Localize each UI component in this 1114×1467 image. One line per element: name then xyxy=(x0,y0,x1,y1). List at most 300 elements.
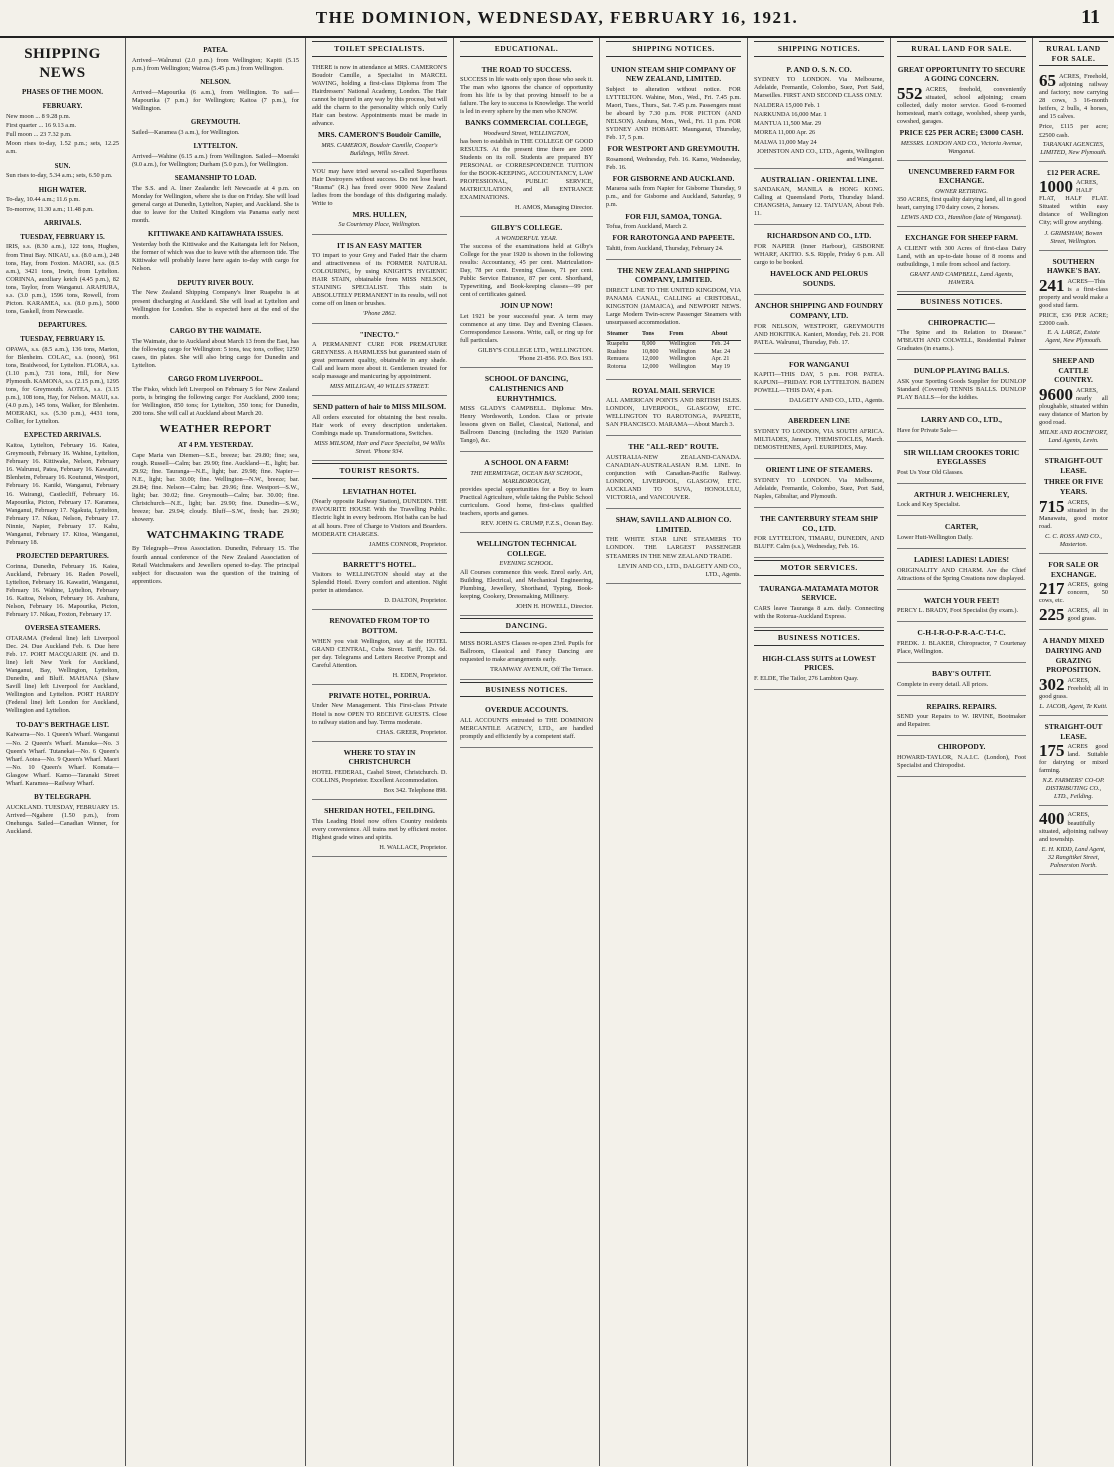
ad-body: ACRES good land. Suitable for dairying or mixed farming. xyxy=(1039,743,1108,775)
high-water-line: To-morrow, 11.30 a.m.; 11.48 p.m. xyxy=(6,205,94,213)
ad-title: HAVELOCK AND PELORUS SOUNDS. xyxy=(770,269,868,288)
advertisement xyxy=(754,297,884,353)
expected-arrivals-heading: EXPECTED ARRIVALS. xyxy=(24,431,101,440)
ad-body: WHEN you visit Wellington, stay at the HOTEL GRAND CENTRAL, Cuba Street. Tariff, 12s. 6d. per day. Telegrams and Letters Receive Prompt and Careful Attention. xyxy=(312,637,447,669)
table-row xyxy=(606,349,741,357)
table-cell: 12,000 xyxy=(641,363,659,370)
ad-signature: TRAMWAY AVENUE, Off The Terrace. xyxy=(490,666,593,674)
ad-title: SIR WILLIAM CROOKES TORIC EYEGLASSES xyxy=(903,447,1020,467)
ad-signature: LEWIS AND CO., Hamilton (late of Wanganui). xyxy=(901,214,1022,222)
ad-body: ACRES, Freehold, adjoining railway and factory; now carrying 28 cows, 3 16-month heifers, 2 bulls, 4 horses, and 15 calves. xyxy=(1039,73,1108,121)
ad-body: FREDK. J. BLAKER, Chiropractor, 7 Courtenay Place, Wellington. xyxy=(897,640,1026,656)
departures-heading: DEPARTURES. xyxy=(38,320,87,329)
table-row xyxy=(606,364,741,372)
expected-arrivals-text: Kaitoa, Lyttelton, February 16. Kaiea, Greymouth, February 16. Wahine, Lyttelton, February 16. Kittiwake, Nelson, February 16. Walrunui, Patea, February 16. Kawatiri, Blenheim, February 16. Koutunui, Westport, February 16. Kaniki, Wanganui, February 16. Wairangi, Castlecliff, February 16. Mapourika, Picton, February 17. Karamea, Wanganui, February 17. Ngakuta, Lyttelton, February 17. Nikau, Nelson, February 17. Ninnie, Napier, February 17. Kahu, Wanganui, February 17. Kitoa, Wanganui, February 18. xyxy=(6,442,119,546)
ad-title: FOR SALE OR EXCHANGE. xyxy=(1048,559,1099,579)
masthead xyxy=(0,0,1114,38)
ad-title: ORIENT LINE OF STEAMERS. xyxy=(765,465,873,475)
ad-title: MRS. HULLEN, xyxy=(352,209,407,219)
ad-body: Lock and Key Specialist. xyxy=(897,501,961,509)
ad-title: UNION STEAM SHIP COMPANY OF NEW ZEALAND, LIMITED. xyxy=(610,64,736,84)
arrivals-heading: ARRIVALS. xyxy=(43,218,82,227)
ad-body: HOWARD-TAYLOR, N.A.I.C. (London), Foot Specialist and Chiropodist. xyxy=(897,754,1026,770)
ship-listing: MALWA 11,000 May 24 xyxy=(754,138,817,146)
advertisement xyxy=(1039,632,1108,716)
nelson-text: Arrived—Mapourika (6 a.m.), from Wellington. To sail—Mapourika (7 p.m.) for Wellington; Kaitoa (7 p.m.), for Wellington. xyxy=(132,89,299,113)
ad-body: The success of the examinations held at Gilby's College for the year 1920 is shown in the following results: Accountancy, 45 per cent. Matriculation-Day, 78 per cent. Evening Classes, 71 per cent. Public Service Entrance, 87 per cent. Shorthand, Typewriting, and Book-keeping classes—99 per cent of certificates gained. xyxy=(460,243,593,299)
ad-body: SYDNEY TO LONDON. Via Melbourne, Adelaide, Fremantle, Colombo, Suez, Port Said, Naples, Gibraltar, and Plymouth. xyxy=(754,476,884,500)
projected-departures-text: Corinna, Dunedin, February 16. Kaiea, Auckland, February 16. Raden Powell, Lyttelton, February 16. Kawatiri, Wanganui, February 16. Wahine, Lyttelton, February 16. Kaitoa, Nelson, February 16. Arahura, Nelson, February 16. Mapourika, Picton, February 17. Nikau, Foxton, February 17. xyxy=(6,562,119,619)
ad-body: ACRES, beautifully situated, adjoining railway and township. xyxy=(1039,811,1108,843)
ad-body: (Nearly opposite Railway Station), DUNEDIN. THE FAVOURITE HOUSE With the Travelling Public. Electric light in every bedroom. Hot baths can be had at all hours. Free of Charge to Visitors and Boarders. MODERATE CHARGES. xyxy=(312,498,447,538)
section-heading: DANCING. xyxy=(460,618,593,634)
column-header: Tons xyxy=(641,330,668,340)
watchmaking-text: By Telegraph—Press Association. Dunedin, February 15. The fourth annual conference of the New Zealand Association of Retail Watchmakers and Jewellers opened to-day. The principal subject for discussion was the question of the training of apprentices. xyxy=(132,545,299,585)
ad-title: FOR WANGANUI xyxy=(788,359,850,369)
ad-body: SYDNEY TO LONDON, VIA SOUTH AFRICA. MILTIADES, January. THEMISTOCLES, March. DEMOSTHENES, April. EURIPIDES, May. xyxy=(754,428,884,452)
arrivals-date: TUESDAY, FEBRUARY 15. xyxy=(20,232,105,241)
ad-title: WELLINGTON TECHNICAL COLLEGE. xyxy=(476,539,577,558)
ad-signature: TARANAKI AGENCIES, LIMITED, New Plymouth. xyxy=(1040,140,1107,156)
ad-title: ARTHUR J. WEICHERLEY, xyxy=(913,489,1010,499)
section-heading: TOILET SPECIALISTS. xyxy=(312,41,447,57)
ad-signature: DALGETY AND CO., LTD., Agents. xyxy=(789,397,884,405)
acreage-number: 302 xyxy=(1039,674,1065,694)
ad-title: THE CANTERBURY STEAM SHIP CO., LTD. xyxy=(759,513,879,533)
patea-heading: PATEA. xyxy=(203,46,228,54)
advertisement xyxy=(312,165,447,235)
ad-signature: CHAS. GREER, Proprietor. xyxy=(376,728,447,736)
ad-body: Subject to alteration without notice. FOR LYTTELTON. Wahine, Mon., Wed., Fri. 7.45 p.m. Maori, Tues., Thurs., Sat. 7.45 p.m. Passengers must be aboard by 7.30 p.m. FOR PICTON (AND NELSON). Arahura, Mon., Wed., Fri. 11 p.m. FOR SYDNEY AND HOBART. Maunganui, Thursday, Feb. 17, 5 p.m. xyxy=(606,85,741,142)
sun-text: Sun rises to-day, 5.34 a.m.; sets, 6.50 p.m. xyxy=(6,172,113,180)
news-text: The S.S. and A. liner Zealandic left Newcastle at 4 p.m. on Monday for Wellington, where she is due on Friday. She will load general cargo at Dunedin, Lyttelton, Napier, and Auckland. She is due to leave for the United Kingdom via Panama early next month. xyxy=(132,185,299,225)
ad-signature: MISS MILLIGAN, 40 WILLIS STREET. xyxy=(329,383,430,391)
advertisement xyxy=(312,744,447,800)
ad-body: provides special opportunities for a Boy to learn Practical Agriculture, while taking the Public School curriculum. Good home, first-class qualified teachers, sports and games. xyxy=(460,486,593,518)
shipping-news-heading: SHIPPING NEWS xyxy=(24,46,101,82)
column-shipping-news xyxy=(0,38,126,1466)
ad-body: This Leading Hotel now offers Country residents every convenience. All trains met by efficient motor. Highest grade wines and spirits. xyxy=(312,817,447,841)
ad-subtitle: THREE OR FIVE YEARS. xyxy=(1043,477,1104,497)
ad-body: ALL AMERICAN POINTS AND BRITISH ISLES. LONDON, LIVERPOOL, GLASGOW, ETC. WELLINGTON TO RAROTONGA, PAPEETE, SAN FRANCISCO. MARAMA—About March 3. xyxy=(606,397,741,429)
ad-signature: H. EDEN, Proprietor. xyxy=(392,671,447,679)
ad-title: PRIVATE HOTEL, PORIRUA. xyxy=(328,690,431,700)
ad-signature: H. WALLACE, Proprietor. xyxy=(379,843,447,851)
column-rural-land xyxy=(891,38,1033,1466)
ad-title: GILBY'S COLLEGE. xyxy=(490,223,563,233)
ad-title: SCHOOL OF DANCING, CALISTHENICS AND EURHYTHMICS. xyxy=(484,374,569,403)
section-heading: TOURIST RESORTS. xyxy=(312,463,447,479)
ad-body: All orders executed for obtaining the best results. Hair work of every description undertaken. Combings made up. Transformations, Switches. xyxy=(312,413,447,438)
ad-title: STRAIGHT-OUT LEASE. xyxy=(1044,456,1103,475)
section-heading: BUSINESS NOTICES. xyxy=(754,630,884,646)
column-shipping-notices-2 xyxy=(748,38,891,1466)
ad-body: PERCY L. BRADY, Foot Specialist (by exam.). xyxy=(897,607,1019,615)
advertisement xyxy=(897,698,1026,737)
advertisement xyxy=(460,535,593,615)
ad-body: A PERMANENT CURE FOR PREMATURE GREYNESS. A HARMLESS but guaranteed stain of great permanent quality, obtainable in any shade. Call and learn more about it. Gentlemen treated for scalp massage and manicuring by appointment. xyxy=(312,341,447,381)
ad-body: Post Us Your Old Glasses. xyxy=(897,468,964,476)
column-header: About xyxy=(710,330,741,340)
section-heading: SHIPPING NOTICES. xyxy=(606,41,741,57)
advertisement xyxy=(754,61,884,169)
ad-body: DIRECT LINE TO THE UNITED KINGDOM, VIA PANAMA CANAL, CALLING at CRISTOBAL, KINGSTON (JAMAICA), and NEWPORT NEWS. Large Modern Twin-screw Passenger Steamers with unsurpassed accommodation. xyxy=(606,287,741,327)
advertisement xyxy=(606,382,741,437)
ad-body: Have for Private Sale— xyxy=(897,426,958,434)
ad-title: FOR GISBORNE AND AUCKLAND. xyxy=(612,173,735,183)
table-cell: Wellington xyxy=(669,356,696,363)
ad-signature: 'Phone 2862. xyxy=(362,310,397,318)
ad-signature: JOHNSTON AND CO., LTD., Agents, Wellington and Wanganui. xyxy=(756,147,884,163)
ad-title: SHERIDAN HOTEL, FEILDING. xyxy=(324,805,435,815)
advertisement xyxy=(754,580,884,628)
ad-title: MRS. CAMERON'S Boudoir Camille, xyxy=(318,129,441,139)
advertisement xyxy=(606,61,741,260)
sailing-schedule-table xyxy=(606,330,741,371)
ad-body: KAPITI—THIS DAY, 5 p.m. FOR PATEA. KAPUNI—FRIDAY. FOR LYTTELTON. BADEN POWELL—THIS DAY, 4 p.m. xyxy=(754,371,884,395)
advertisement xyxy=(312,483,447,554)
ad-signature: JOHN H. HOWELL, Director. xyxy=(515,602,593,610)
sun-heading: SUN. xyxy=(54,161,71,170)
ship-listing: NARKUNDA 16,000 Mar. 1 xyxy=(754,111,827,119)
table-cell: Rotorua xyxy=(607,363,627,370)
column-header: Steamer xyxy=(606,330,641,340)
advertisement xyxy=(897,163,1026,227)
ad-signature: JAMES CONNOR, Proprietor. xyxy=(368,540,447,548)
advertisement xyxy=(606,511,741,583)
table-cell: 12,000 xyxy=(641,356,659,363)
high-water-line: To-day, 10.44 a.m.; 11.6 p.m. xyxy=(6,196,80,204)
advertisement xyxy=(897,362,1026,409)
advertisement xyxy=(312,802,447,857)
advertisement xyxy=(897,551,1026,590)
table-cell: 10,800 xyxy=(641,348,659,355)
ad-body: MISS GLADYS CAMPBELL. Diploma: Mrs. Henry Wordsworth, London. Class or private lessons given on Ballet, Classical, National, and Ballroom Dancing (including the 1920 Parisian Tango), &c. xyxy=(460,405,593,445)
acreage-number: 9600 xyxy=(1039,384,1073,404)
advertisement xyxy=(1039,352,1108,450)
advertisement xyxy=(897,444,1026,484)
advertisement xyxy=(897,592,1026,623)
acreage-number: 217 xyxy=(1039,579,1065,599)
table-cell: Feb. 24 xyxy=(711,340,730,347)
ad-body: SANDAKAN, MANILA & HONG KONG. Calling at Queensland Ports, Thursday Island. CHANGSHA, January 12. TAIYUAN, About Feb. 11. xyxy=(754,186,884,218)
greymouth-heading: GREYMOUTH. xyxy=(190,118,241,127)
ad-title: SEND pattern of hair to MISS MILSOM. xyxy=(313,402,446,412)
weather-report-heading: WEATHER REPORT xyxy=(159,422,272,435)
ad-title: ABERDEEN LINE xyxy=(788,416,850,426)
moon-heading: PHASES OF THE MOON. xyxy=(22,88,103,97)
news-heading: DEPUTY RIVER BOUY. xyxy=(177,278,254,287)
ad-body: THERE is now in attendance at MRS. CAMERON'S Boudoir Camille, a Specialist in MARCEL WAVING, holding a first-class Diploma from The Hairdressers' National Academy, London. The Hair cannot be injured in any way by this process, but will add the charm to the personality which only Curly Hair can bestow. Appointments must be made in advance. xyxy=(312,63,447,127)
ad-title: BABY'S OUTFIT. xyxy=(931,669,992,679)
advertisement xyxy=(312,612,447,684)
ad-body: ACRES, nearly all ploughable, situated within easy distance of Marton by good road. xyxy=(1039,386,1108,427)
ad-title: BARRETT'S HOTEL. xyxy=(343,559,416,569)
advertisement xyxy=(606,438,741,509)
ad-body: Under New Management. This First-class Private Hotel is now OPEN TO RECEIVE GUESTS. Close to railway station and bay. Terms moderate. xyxy=(312,702,447,726)
ad-body: YOU may have tried several so-called Superfluous Hair Destroyers without success. Do not lose heart. "Rusma" (R.) has freed over 9000 New Zealand ladies from the bondage of this disfiguring malady. Write to xyxy=(312,167,447,207)
ad-title: DUNLOP PLAYING BALLS. xyxy=(913,366,1010,376)
advertisement xyxy=(606,262,741,380)
ad-body: "The Spine and its Relation to Disease." M'BEATH AND COLWELL, Residential Palmer Graduates (in exams.). xyxy=(897,329,1026,353)
ad-title: FOR RAROTONGA AND PAPEETE. xyxy=(612,233,735,243)
ad-subtitle: Woodward Street, WELLINGTON, xyxy=(483,130,570,138)
ship-listing: NALDERA 15,000 Feb. 1 xyxy=(754,102,820,110)
ad-body: SYDNEY TO LONDON. Via Melbourne, Adelaide, Fremantle, Colombo, Suez, Port Said, Marseilles. FIRST AND SECOND CLASS ONLY. xyxy=(754,76,884,100)
section-heading: BUSINESS NOTICES. xyxy=(460,682,593,698)
ad-title: C-H-I-R-O-P-R-A-C-T-I-C. xyxy=(917,628,1006,638)
news-text: Yesterday both the Kittiwake and the Kaitangata left for Nelson, the former of which was due to leave with the afternoon tide. The Kittiwake will probably leave here again to-day with cargo for Nelson. xyxy=(132,241,299,273)
table-cell: 8,000 xyxy=(641,340,656,347)
advertisement xyxy=(897,61,1026,161)
page-columns xyxy=(0,38,1114,1466)
nelson-heading: NELSON. xyxy=(200,78,231,87)
ad-title: A HANDY MIXED DAIRYING AND GRAZING PROPOSITION. xyxy=(1042,636,1105,675)
advertisement xyxy=(460,61,593,218)
ship-listing: MANTUA 11,500 Mar. 29 xyxy=(754,120,822,128)
ad-title: LARRY AND CO., LTD., xyxy=(920,414,1003,424)
ad-title: P. AND O. S. N. CO. xyxy=(786,64,852,74)
ad-signature: MILNE AND ROCHFORT, Land Agents, Levin. xyxy=(1039,429,1108,445)
news-text: The Fisko, which left Liverpool on February 5 for New Zealand ports, is bringing the following cargo: For Auckland, 2000 tons; for Wellington, 850 tons; for Lyttelton, 350 tons; for Dunedin, 200 tons. She will call at Auckland about March 20. xyxy=(132,385,299,417)
column-header: From xyxy=(668,330,710,340)
column-rural-land-2 xyxy=(1033,38,1114,1466)
greymouth-text: Sailed—Karamea (3 a.m.), for Wellington. xyxy=(132,129,240,137)
table-cell: Wellington xyxy=(669,348,696,355)
ad-title: REPAIRS. REPAIRS. xyxy=(926,701,997,711)
lyttelton-text: Arrived—Wahine (6.15 a.m.) from Wellington. Sailed—Moeraki (9.0 a.m.), for Wellington; Durham (5.0 p.m.), for Wellington. xyxy=(132,153,299,169)
ad-title: LEVIATHAN HOTEL xyxy=(342,486,417,496)
section-heading: RURAL LAND FOR SALE. xyxy=(897,41,1026,57)
ad-title: AUSTRALIAN - ORIENTAL LINE. xyxy=(760,174,878,184)
news-heading: SEAMANSHIP TO LOAD. xyxy=(174,174,257,183)
ad-body: AUSTRALIA-NEW ZEALAND-CANADA. CANADIAN-AUSTRALASIAN R.M. LINE. In conjunction with Canadian-Pacific Railway. LONDON, LIVERPOOL, GLASGOW, ETC. AUCKLAND TO SUVA, HONOLULU, VICTORIA, and VANCOUVER. xyxy=(606,453,741,502)
moon-subheading: FEBRUARY. xyxy=(42,102,83,111)
news-heading: CARGO BY THE WAIMATE. xyxy=(169,326,262,335)
ad-title: ROYAL MAIL SERVICE xyxy=(632,385,715,395)
acreage-number: 552 xyxy=(897,83,923,103)
advertisement xyxy=(1039,808,1108,874)
acreage-number: 715 xyxy=(1039,496,1065,516)
ad-subtitle: A WONDERFUL YEAR. xyxy=(495,235,558,243)
telegraph-text: AUCKLAND. TUESDAY, FEBRUARY 15. Arrived—Ngahere (1.50 p.m.), from Onehunga. Sailed—Canadian Winner, for Auckland. xyxy=(6,803,119,835)
ad-signature: GRANT AND CAMPBELL, Land Agents, HAWERA. xyxy=(909,270,1014,286)
ad-signature: E. H. KIDD, Land Agent, 32 Rangitikei Street, Palmerston North. xyxy=(1041,845,1106,869)
advertisement xyxy=(897,665,1026,696)
ad-title: EXCHANGE FOR SHEEP FARM. xyxy=(905,233,1018,243)
news-text: The Waimate, due to Auckland about March 13 from the East, has the following cargo for Wellington: 5 tons, tea; tons, coffee; 1250 cases, tin plates. She will also bring cargo for Dunedin and Lyttelton. xyxy=(132,337,299,369)
ad-title: A SCHOOL ON A FARM! xyxy=(484,458,569,468)
advertisement xyxy=(312,237,447,324)
news-heading: KITTIWAKE AND KAITAWHATA ISSUES. xyxy=(148,230,283,239)
ad-body: FOR NAPIER (Inner Harbour), GISBORNE WHARF, AKITIO. S.S. Ripple, Friday 6 p.m. All cargo to be booked. xyxy=(754,243,884,267)
ad-signature: L. JACOB, Agent, Te Kuiti. xyxy=(1039,702,1108,710)
column-educational xyxy=(454,38,600,1466)
ad-body: 350 ACRES, first quality dairying land, all in good heart, carrying 170 dairy cows, 2 horses. xyxy=(897,195,1026,211)
ad-body: SEND your Repairs to W. IRVINE, Bootmaker and Repairer. xyxy=(897,713,1026,729)
advertisement xyxy=(312,556,447,611)
advertisement xyxy=(312,326,447,397)
ad-body: ORIGINALITY AND CHARM. Are the Chief Attractions of the Spring Creations now displayed. xyxy=(897,566,1026,582)
advertisement xyxy=(897,486,1026,517)
table-cell: May 19 xyxy=(711,363,730,370)
ad-body: ACRES, all in good grass. xyxy=(1067,607,1108,623)
table-cell: Remuera xyxy=(607,356,629,363)
ad-title: RENOVATED FROM TOP TO BOTTOM. xyxy=(329,616,430,636)
table-cell: Wellington xyxy=(669,363,696,370)
ad-subtitle: THE HERMITAGE, OCEAN BAY SCHOOL, MARLBOROUGH, xyxy=(470,469,583,485)
ad-price: £12 PER ACRE. xyxy=(1047,167,1100,177)
ad-title: FOR FIJI, SAMOA, TONGA. xyxy=(625,211,722,221)
ad-title: TAURANGA-MATAMATA MOTOR SERVICE. xyxy=(759,583,879,603)
section-heading: MOTOR SERVICES. xyxy=(754,560,884,576)
advertisement xyxy=(460,219,593,368)
oversea-steamers-text: OTARAMA (Federal line) left Liverpool Dec. 24. Due Auckland Feb. 6. Due here Feb. 17. PORT MACQUARIE (N. and D. line) left New York for Auckland, Wanganui, Bay, Wellington, Lyttelton, Dunedin, and Bluff. MAHANA (Shaw Savill line) left Liverpool for Auckland, Wellington and Lyttelton. PORT HARDY (Federal line) left London for Auckland, Wellington and Lyttelton. xyxy=(6,635,119,715)
ad-title: WHERE TO STAY IN CHRISTCHURCH xyxy=(343,747,416,767)
ad-signature: C. C. ROSS AND CO., Masterton. xyxy=(1045,532,1102,548)
ad-title: SOUTHERN HAWKE'S BAY. xyxy=(1046,256,1101,276)
ad-signature: LEVIN AND CO., LTD., DALGETY AND CO., LTD., Agents. xyxy=(617,562,741,578)
advertisement xyxy=(312,61,447,163)
advertisement xyxy=(460,454,593,533)
table-row xyxy=(606,356,741,364)
section-heading: RURAL LAND FOR SALE. xyxy=(1039,41,1108,66)
ad-body: Let 1921 be your successful year. A term may commence at any time. Day and Evening Classes. Correspondence Lessons. Write, call, or ring up for full particulars. xyxy=(460,313,593,345)
acreage-number: 1000 xyxy=(1039,177,1073,197)
column-shipping-notices xyxy=(600,38,748,1466)
ad-body: Tahiti, from Auckland, Thursday, February 24. xyxy=(606,244,724,252)
moon-line: Full moon ... 23 7.32 p.m. xyxy=(6,131,72,139)
ad-signature: N.Z. FARMERS' CO-OP. DISTRIBUTING CO., LTD., Feilding. xyxy=(1042,777,1105,801)
ad-body: F. ELDE, The Tailor, 276 Lambton Quay. xyxy=(754,674,859,682)
oversea-steamers-heading: OVERSEA STEAMERS. xyxy=(24,624,101,633)
table-cell: Apr. 21 xyxy=(711,356,730,363)
ad-body: FOR LYTTELTON, TIMARU, DUNEDIN, AND BLUFF. Calm (s.s.), Wednesday, Feb. 16. xyxy=(754,535,884,551)
ad-title: CHIROPODY. xyxy=(937,742,986,752)
advertisement xyxy=(1039,556,1108,630)
ad-body: ASK your Sporting Goods Supplier for DUNLOP Standard (Covered) TENNIS BALLS. DUNLOP PLAY BALLS—for the kiddies. xyxy=(897,377,1026,401)
moon-line: New moon ... 8 9.28 p.m. xyxy=(6,113,71,121)
ad-title: HIGH-CLASS SUITS at LOWEST PRICES. xyxy=(762,653,876,673)
section-heading: EDUCATIONAL. xyxy=(460,41,593,57)
advertisement xyxy=(312,398,447,461)
departures-date: TUESDAY, FEBRUARY 15. xyxy=(20,334,105,343)
ship-listing: MOREA 11,000 Apr. 26 xyxy=(754,129,816,137)
ad-title: STRAIGHT-OUT LEASE. xyxy=(1044,721,1103,741)
ad-title: "INECTO." xyxy=(359,329,400,339)
acreage-number: 175 xyxy=(1039,741,1065,761)
departures-text: OPAWA, s.s. (8.5 a.m.), 136 tons, Marton, for Blenheim. COLAC, s.s. (noon), 961 tons, Braidwood, for Lyttelton. FLORA, s.s. (1.10 p.m.), 731 tons, Hill, for New Plymouth. KAMONA, s.s. (2.15 p.m.), 1295 tons, for Greymouth. AOTEA, s.s. (3.15 p.m.), 108 tons, Hay, for Nelson. MAUI, s.s. (4.0 p.m.), 145 tons, Walker, for Blenheim. MOERAKI, s.s. (5.30 p.m.), 4431 tons, Collier, for Lyttelton. xyxy=(6,345,119,426)
ad-body: Complete in every detail. All prices. xyxy=(897,680,989,688)
ad-title: CHIROPRACTIC— xyxy=(927,317,996,327)
ad-body: SUCCESS in life waits only upon those who seek it. The man who ignores the chance of opportunity from his life is by that proving himself to be a failure. The key to success is Knowledge. The world is led in every sphere by the men who KNOW. xyxy=(460,76,593,116)
ad-signature: REV. JOHN G. CRUMP, F.Z.S., Ocean Bay. xyxy=(481,520,593,528)
ad-subtitle: EVENING SCHOOL. xyxy=(499,560,554,568)
ad-title: SHAW, SAVILL AND ALBION CO. LIMITED. xyxy=(615,515,732,534)
advertisement xyxy=(754,412,884,459)
ad-title: GREAT OPPORTUNITY TO SECURE A GOING CONCERN. xyxy=(897,64,1026,84)
page-number: 11 xyxy=(1081,6,1100,28)
ad-body: TO impart to your Grey and Faded Hair the charm and attractiveness of its FORMER NATURAL COLOURING, by using KNIGHT'S HYGIENIC HAIR STAIN, obtainable from MISS NELSON, STAINING SPECIALIST. This stain is ABSOLUTELY PERMANENT in its results, will not come off on linen or brushes. xyxy=(312,252,447,308)
advertisement xyxy=(897,518,1026,549)
ad-body: ALL ACCOUNTS entrusted to THE DOMINION MERCANTILE AGENCY, LTD., are handled promptly and efficiently by a competent staff. xyxy=(460,716,593,740)
ad-body: ACRES, HALF FLAT, HALF FLAT. Situated within easy distance of Wellington City; will grow anything. xyxy=(1039,179,1108,227)
ad-body: ACRES, going concern, 50 cows, etc. xyxy=(1039,581,1108,605)
table-cell: Wellington xyxy=(669,340,696,347)
ad-title: THE "ALL-RED" ROUTE. xyxy=(628,442,719,452)
projected-departures-heading: PROJECTED DEPARTURES. xyxy=(16,551,109,560)
advertisement xyxy=(897,738,1026,777)
ad-body: THE WHITE STAR LINE STEAMERS TO LONDON. THE LARGEST PASSENGER STEAMERS IN THE NEW ZEALAND TRADE. xyxy=(606,536,741,560)
ad-title: JOIN UP NOW! xyxy=(500,301,553,311)
ad-title: ANCHOR SHIPPING AND FOUNDRY COMPANY, LTD. xyxy=(754,301,884,320)
advertisement xyxy=(754,461,884,508)
advertisement xyxy=(1039,253,1108,351)
table-header-row xyxy=(606,330,741,340)
ad-title: FOR WESTPORT AND GREYMOUTH. xyxy=(607,144,740,154)
berthage-heading: TO-DAY'S BERTHAGE LIST. xyxy=(16,720,109,729)
advertisement xyxy=(897,314,1026,361)
advertisement xyxy=(897,624,1026,663)
watchmaking-heading: WATCHMAKING TRADE xyxy=(146,529,285,542)
ad-body: A CLIENT with 300 Acres of first-class Dairy Land, with an up-to-date house of 8 rooms and outbuildings, 1 mile from school and factory. xyxy=(897,244,1026,268)
acreage-number: 225 xyxy=(1039,605,1065,625)
ad-body: Lower Hutt-Wellington Daily. xyxy=(897,534,973,542)
ad-signature: H. AMOS, Managing Director. xyxy=(514,204,593,212)
acreage-number: 400 xyxy=(1039,809,1065,829)
ad-body: has been to establish in THE COLLEGE OF GOOD RESULTS. At the present time there are 2000 Students on its roll. Students are prepared BY PERSONAL or CORRESPONDENCE TUITION for the BOOK-KEEPING, ACCOUNTANCY, LAW PROFESSIONAL, PUBLIC SERVICE, MATRICULATION, and all ENTRANCE EXAMINATIONS. xyxy=(460,138,593,202)
ad-subtitle: OWNER RETIRING. xyxy=(935,187,988,195)
moon-rise-text: Moon rises to-day, 1.52 p.m.; sets, 12.25 a.m. xyxy=(6,140,119,156)
column-port-news xyxy=(126,38,306,1466)
advertisement xyxy=(1039,164,1108,251)
ad-body: Tofua, from Auckland, March 2. xyxy=(606,223,688,231)
ad-title: CARTER, xyxy=(944,522,979,532)
newspaper-title: THE DOMINION, WEDNESDAY, FEBRUARY 16, 1921. xyxy=(315,8,799,27)
ad-signature: MISS MILSOM, Hair and Face Specialist, 94 Willis Street. 'Phone 934. xyxy=(314,440,445,456)
high-water-heading: HIGH WATER. xyxy=(38,185,87,194)
weather-report-subheading: AT 4 P.M. YESTERDAY. xyxy=(178,441,253,450)
ad-price: PRICE, £36 PER ACRE; £2000 cash. xyxy=(1039,312,1108,328)
ad-signature: Box 342. Telephone 898. xyxy=(383,786,447,794)
ad-body: ACRES—This is a first-class property and would make a good stud farm. xyxy=(1039,277,1108,309)
ad-signature: MESSRS. LONDON AND CO., Victoria Avenue, Wanganui. xyxy=(900,139,1023,155)
telegraph-heading: BY TELEGRAPH. xyxy=(34,792,91,801)
ad-signature: GILBY'S COLLEGE LTD., WELLINGTON. 'Phone 21-856. P.O. Box 193. xyxy=(477,347,593,363)
news-text: The New Zealand Shipping Company's liner Ruapehu is at present discharging at Auckland. She will load at Lyttelton and Wellington for London. She is expected here at the end of the month. xyxy=(132,289,299,321)
advertisement xyxy=(1039,452,1108,554)
ad-body: Visitors to WELLINGTON should stay at the Splendid Hotel. Every comfort and attention. Night porter in attendance. xyxy=(312,571,447,595)
ad-body: HOTEL FEDERAL, Cashel Street, Christchurch. D. COLLINS, Proprietor. Excellent Accommodation. xyxy=(312,768,447,784)
ad-price: Price, £115 per acre; £2500 cash. xyxy=(1039,123,1108,139)
advertisement xyxy=(1039,70,1108,161)
advertisement xyxy=(897,411,1026,442)
section-heading: BUSINESS NOTICES. xyxy=(897,294,1026,310)
ad-body: ACRES, situated in the Manawatu, good motor road. xyxy=(1039,498,1108,530)
ad-title: LADIES! LADIES! LADIES! xyxy=(913,555,1010,565)
advertisement xyxy=(754,171,884,226)
ad-title: OVERDUE ACCOUNTS. xyxy=(485,705,568,715)
advertisement xyxy=(460,370,593,452)
column-toilet-specialists xyxy=(306,38,454,1466)
ad-body: Rosamond, Wednesday, Feb. 16. Kamo, Wednesday, Feb. 16. xyxy=(606,155,741,171)
moon-line: First quarter ... 16 9.13 a.m. xyxy=(6,122,77,130)
table-row xyxy=(606,340,741,348)
table-cell: Ruahine xyxy=(607,348,627,355)
ad-body: FOR NELSON, WESTPORT, GREYMOUTH AND HOKITIKA. Kanieri, Monday, Feb. 21. FOR PATEA. Walrunui, Thursday, Feb. 17. xyxy=(754,322,884,346)
ad-body: ACRES, freehold, conveniently situated, school adjoining; cream collected, daily motor service. Good 6-roomed homestead, man's cottage, woolshed, sheep yards, cowshed, garages. xyxy=(897,85,1026,125)
advertisement xyxy=(897,229,1026,292)
